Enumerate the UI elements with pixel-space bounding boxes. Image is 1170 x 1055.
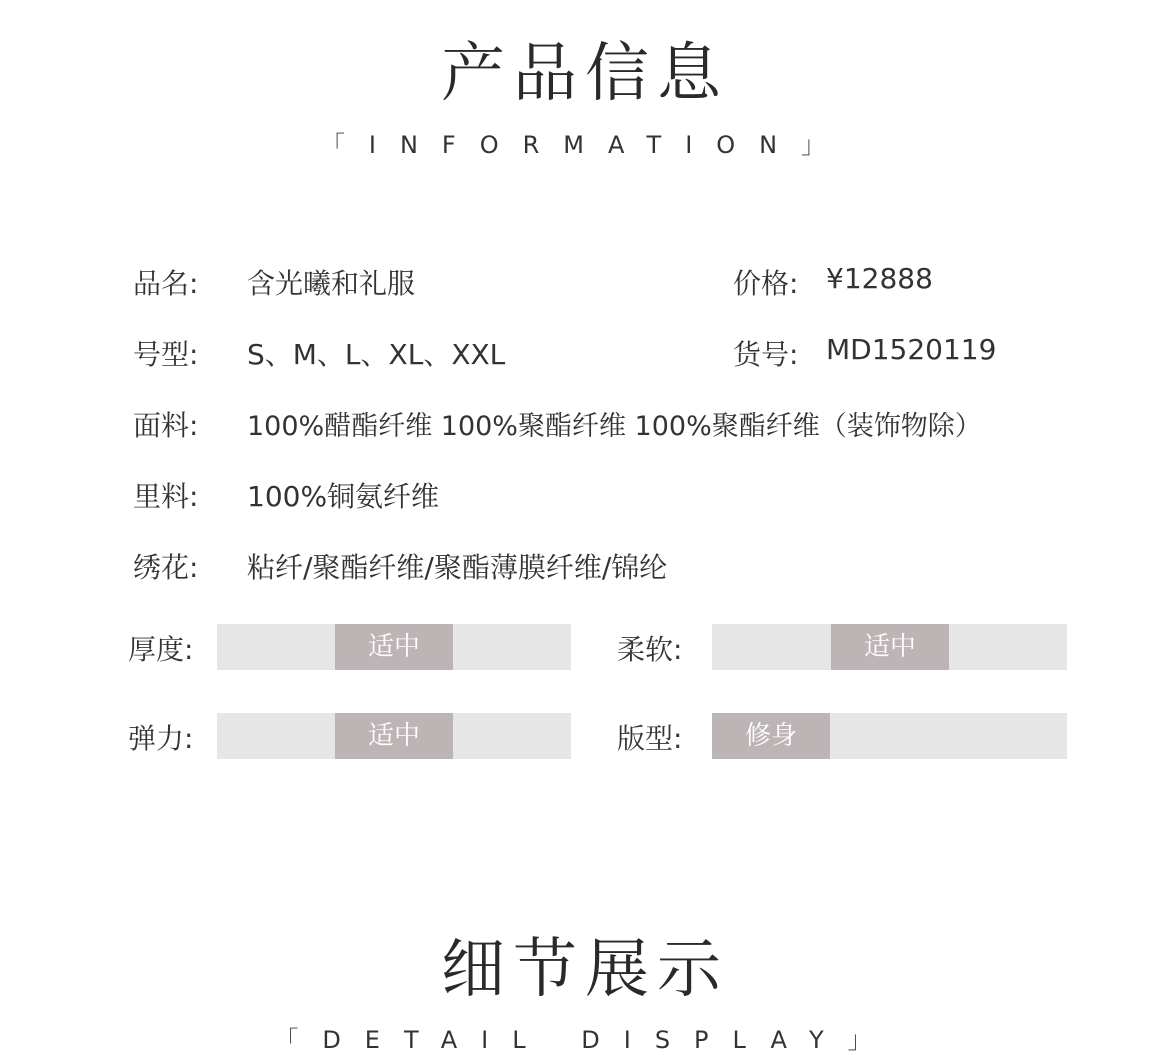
rating-fit-indicator: 修身	[712, 713, 830, 759]
rating-softness-indicator: 适中	[831, 624, 949, 670]
spec-sku-value: MD1520119	[826, 333, 997, 366]
rating-thickness-indicator: 适中	[335, 624, 453, 670]
spec-embroidery-value: 粘纤/聚酯纤维/聚酯薄膜纤维/锦纶	[247, 551, 668, 584]
rating-softness-bar	[712, 624, 1067, 670]
spec-name-value: 含光曦和礼服	[247, 267, 416, 300]
rating-thickness-bar	[217, 624, 571, 670]
spec-price-value: ¥12888	[826, 262, 933, 295]
info-title: 产品信息	[441, 37, 729, 111]
rating-fit-bar	[712, 713, 1067, 759]
spec-fabric-label: 面料:	[133, 409, 199, 442]
rating-elasticity-label: 弹力:	[128, 722, 194, 755]
spec-name-label: 品名:	[133, 267, 199, 300]
spec-embroidery-label: 绣花:	[133, 551, 199, 584]
detail-subtitle: 「DETAIL DISPLAY」	[274, 1026, 896, 1054]
spec-lining-value: 100%铜氨纤维	[247, 480, 440, 513]
rating-softness-label: 柔软:	[617, 633, 683, 666]
rating-elasticity-bar	[217, 713, 571, 759]
info-subtitle: 「INFORMATION」	[320, 131, 850, 159]
spec-fabric-value: 100%醋酯纤维 100%聚酯纤维 100%聚酯纤维（装饰物除）	[247, 411, 982, 442]
rating-fit-label: 版型:	[617, 722, 683, 755]
rating-elasticity-indicator: 适中	[335, 713, 453, 759]
spec-price-label: 价格:	[733, 267, 799, 300]
spec-size-label: 号型:	[133, 338, 199, 371]
spec-lining-label: 里料:	[133, 480, 199, 513]
spec-size-value: S、M、L、XL、XXL	[247, 338, 506, 371]
rating-thickness-label: 厚度:	[128, 633, 194, 666]
spec-sku-label: 货号:	[733, 338, 799, 371]
detail-title: 细节展示	[441, 933, 729, 1007]
